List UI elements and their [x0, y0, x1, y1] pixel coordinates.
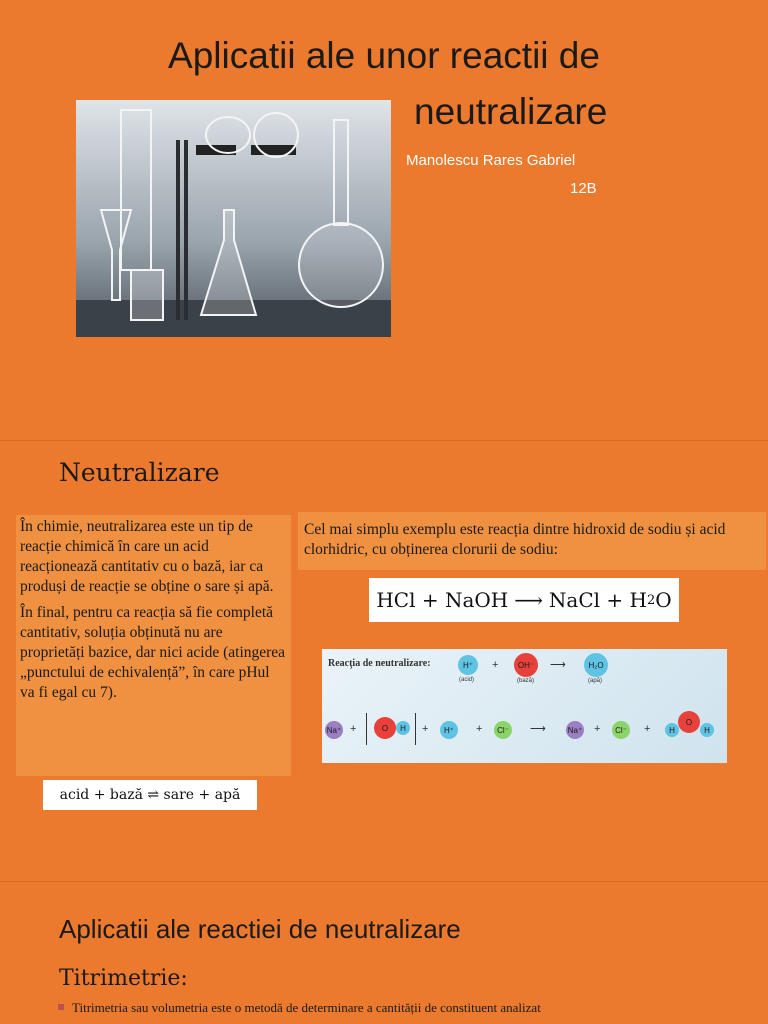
section-heading: Aplicatii ale reactiei de neutralizare [59, 914, 461, 944]
hydroxide-atom: OH⁻ [514, 653, 538, 677]
equivalence-paragraph: În final, pentru ca reacția să fie completă cantitativ, soluția obținută nu are proprietăți bazice, dar nici acide (atingerea „punctului de echivalență”, în care pHul va fi egal cu 7). [20, 604, 286, 701]
plus-icon: + [350, 723, 357, 735]
subsection-heading: Titrimetrie: [59, 966, 188, 991]
plus-icon: + [422, 723, 429, 735]
plus-icon: + [594, 723, 601, 735]
plus-icon: + [644, 723, 651, 735]
plus-icon: + [476, 723, 483, 735]
hydrogen-atom: H [665, 723, 679, 737]
diagram-title: Reacţia de neutralizare: [328, 658, 431, 669]
slide-neutralizare [0, 441, 768, 881]
sodium-ion-atom: Na⁺ [566, 721, 584, 739]
water-caption: (apă) [588, 678, 603, 684]
slide-title-line1: Aplicatii ale unor reactii de [168, 35, 600, 76]
square-bullet-icon [58, 1004, 68, 1012]
equation-tail: O [655, 588, 672, 612]
class-label: 12B [570, 180, 597, 197]
arrow-icon: ⟶ [550, 659, 566, 671]
base-caption: (bază) [517, 678, 535, 684]
author-name: Manolescu Rares Gabriel [406, 152, 576, 169]
bullet-text: Titrimetria sau volumetria este o metodă de determinare a cantității de constituent analizat [72, 1000, 541, 1015]
definition-textbox [16, 515, 291, 776]
oxygen-atom: O [374, 717, 396, 739]
example-paragraph: Cel mai simplu exemplu este reacția dintre hidroxid de sodiu și acid clorhidric, cu obținerea clorurii de sodiu: [304, 521, 726, 558]
section-heading: Neutralizare [59, 458, 220, 487]
slide-title [0, 0, 768, 440]
h-ion-atom: H⁺ [440, 721, 458, 739]
slide-aplicatii [0, 882, 768, 1024]
acid-caption: (acid) [459, 677, 475, 683]
equation-products: NaCl + H [548, 588, 647, 612]
reaction-arrow-icon: ⟶ [514, 588, 543, 612]
equation-reactants: HCl + NaOH [376, 588, 509, 612]
plus-icon: + [492, 659, 499, 671]
general-neutralization-formula: acid + bază ⇌ sare + apă [43, 780, 257, 810]
hydrogen-atom: H [700, 723, 714, 737]
hydrogen-atom: H [396, 721, 410, 735]
equation-subscript: 2 [646, 592, 656, 608]
neutralization-diagram [322, 649, 727, 763]
hcl-naoh-equation [369, 578, 679, 622]
water-molecule: H₂O [584, 653, 608, 677]
chloride-atom: Cl⁻ [494, 721, 512, 739]
oxygen-atom: O [678, 711, 700, 733]
lab-glassware-photo [76, 100, 391, 337]
slide-title-line2: neutralizare [414, 91, 608, 132]
definition-paragraph: În chimie, neutralizarea este un tip de reacție chimică în care un acid reacționează cantitativ cu o bază, iar ca produși de reacție se obține o sare și apă. [20, 518, 274, 595]
arrow-icon: ⟶ [530, 723, 546, 735]
h-ion-atom: H⁺ [458, 655, 478, 675]
chloride-atom: Cl⁻ [612, 721, 630, 739]
example-textbox [298, 512, 766, 570]
sodium-ion-atom: Na⁺ [325, 721, 343, 739]
